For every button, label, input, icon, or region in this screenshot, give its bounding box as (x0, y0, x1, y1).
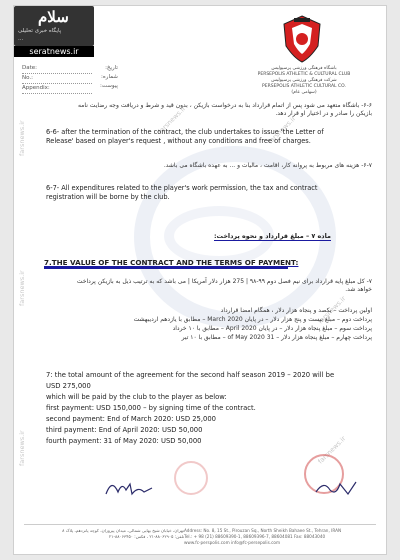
text-line: خواهد شد. (345, 286, 372, 293)
clause-7-en (46, 370, 334, 447)
clause-6-7-en (46, 184, 318, 202)
letterhead-footer (14, 522, 386, 554)
club-signature-icon (314, 476, 358, 500)
date-field-fa: تاریخ: (105, 65, 118, 71)
section-7-heading-en: 7.THE VALUE OF THE CONTRACT AND THE TERMS OF PAYMENT: (44, 258, 299, 267)
field-label: Appendix: (22, 84, 92, 94)
watermark-line1: پایگاه خبری تحلیلی (18, 28, 62, 34)
persepolis-crest-icon (280, 14, 324, 64)
text-line: 6-7- All expenditures related to the player's work permission, the tax and contract (46, 184, 318, 192)
payment-line: third payment: End of April 2020: USD 50,000 (46, 426, 203, 434)
footer-address-en (184, 528, 364, 546)
caption-line: PERSEPOLIS ATHLETIC CULTURAL CO. (262, 84, 346, 89)
text-line: ۶-۶- باشگاه متعهد می شود پس از اتمام قرارداد بنا به درخواست بازیکن ، بدون قید و شرط و دریافت وجه رضایت نامه (77, 102, 372, 109)
payment-line-fa: پرداخت دوم – مبلغ بیست و پنج هزار دلار – در پایان March 2020 – مطابق با یازدهم اردیبهشت (133, 316, 372, 323)
payment-line: second payment: End of March 2020: USD 25,000 (46, 415, 217, 423)
form-fields-fa (100, 64, 118, 91)
watermark-brand: سلام (38, 8, 69, 26)
footer-divider (24, 524, 376, 525)
footer-address-fa (44, 528, 184, 540)
farsnews-watermark: farsnews.ir (316, 434, 348, 466)
appendix-field (22, 84, 92, 94)
faint-stamp (174, 461, 208, 495)
text-line: ۷- کل مبلغ پایه قرارداد برای نیم فصل دوم ۹۹-۹۸ | 275 هزار دلار آمریکا | می باشد که به ترتیب ذیل به بازیکن پرداخت (76, 278, 372, 285)
contract-page (14, 6, 386, 554)
farsnews-watermark: farsnews.ir (266, 114, 298, 146)
clause-6-6-en (46, 128, 324, 146)
clause-7-fa (42, 278, 372, 294)
no-field-fa: شماره: (101, 74, 118, 80)
footer-line: www.fc-perspolis.com info@fc-persepolis.com (184, 540, 281, 545)
text-line: 7: the total amount of the agreement for the second half season 2019 – 2020 will be (46, 371, 335, 379)
text-line: بازیکن را صادر و در اختیار او قرار دهد. (275, 110, 372, 117)
player-signature-icon (104, 476, 154, 500)
footer-line: Tel.: + 98 (21) 88609390-1, 88609396-7, 88604081 Fax: 88043040 (184, 534, 326, 539)
payment-line: first payment: USD 150,000 – by signing time of the contract. (46, 404, 256, 412)
caption-line: PERSEPOLIS ATHLETIC & CULTURAL CLUB (257, 72, 351, 77)
farsnews-watermark: farsnews.ir (18, 120, 26, 156)
clause-6-6-fa (42, 102, 372, 118)
text-line: registration will be borne by the club. (46, 193, 170, 201)
no-field (22, 74, 92, 84)
text-line: USD 275,000 (46, 382, 91, 390)
payment-line: fourth payment: 31 of May 2020: USD 50,000 (46, 437, 202, 445)
field-label: Date: (22, 64, 92, 74)
payment-line-fa: پرداخت چهارم – مبلغ پنجاه هزار دلار – 31 of May 2020 – مطابق با ۱۰ تیر (181, 334, 372, 341)
text-line: Release' based on player's request , without any conditions and free of charges. (46, 137, 311, 145)
text-line: 6-6- after the termination of the contract, the club undertakes to issue 'the Letter of (46, 128, 324, 136)
caption-line: باشگاه فرهنگی ورزشی پرسپولیس (271, 66, 337, 71)
form-fields-en (22, 64, 92, 94)
news-watermark-logo (14, 6, 94, 46)
text-line: which will be paid by the club to the player as below: (46, 393, 227, 401)
caption-line: شرکت فرهنگی ورزشی پرسپولیس (271, 78, 337, 83)
section-7-heading-fa: ماده ۷ – مبلغ قرارداد و نحوه پرداخت: (214, 232, 331, 240)
farsnews-watermark: farsnews.ir (316, 294, 348, 326)
payment-line-fa: اولین پرداخت – یکصد و پنجاه هزار دلار ، همگام امضا قرارداد (220, 307, 372, 314)
payment-line-fa: پرداخت سوم – مبلغ پنجاه هزار دلار – در پایان April 2020 – مطابق با ۱۰ خرداد (172, 325, 372, 332)
appendix-field-fa: پیوست: (100, 83, 118, 89)
date-field (22, 64, 92, 74)
farsnews-watermark: farsnews.ir (18, 270, 26, 306)
caption-line: (سهامی عام) (291, 90, 317, 95)
clause-6-7-fa: ۶-۷- هزینه های مربوط به پروانه کار، اقامت ، مالیات و ... به عهده باشگاه می باشد. (163, 162, 372, 169)
payment-schedule-fa (42, 306, 372, 342)
footer-line: تلفن: ۸۸۰۶۲۹۰۵-۲۱ ، فکس: ۸۸۰۶۳۴۵۰-۲۱ (108, 534, 184, 539)
club-caption (249, 66, 359, 96)
farsnews-watermark: farsnews.ir (156, 104, 188, 136)
field-label: No.: (22, 74, 92, 84)
heading-underline (44, 267, 288, 269)
footer-line: Address: No. 8, 15 St., Pirouzan Sq., North Sheikh Bahaee St., Tehran, IRAN (184, 528, 342, 533)
watermark-site: seratnews.ir (14, 46, 94, 57)
footer-line: تهران، خیابان شیخ بهایی شمالی، میدان پیروزان، کوچه پانزدهم، پلاک ۸ (62, 528, 184, 533)
farsnews-watermark: farsnews.ir (18, 430, 26, 466)
watermark-line2: ... (18, 36, 24, 42)
